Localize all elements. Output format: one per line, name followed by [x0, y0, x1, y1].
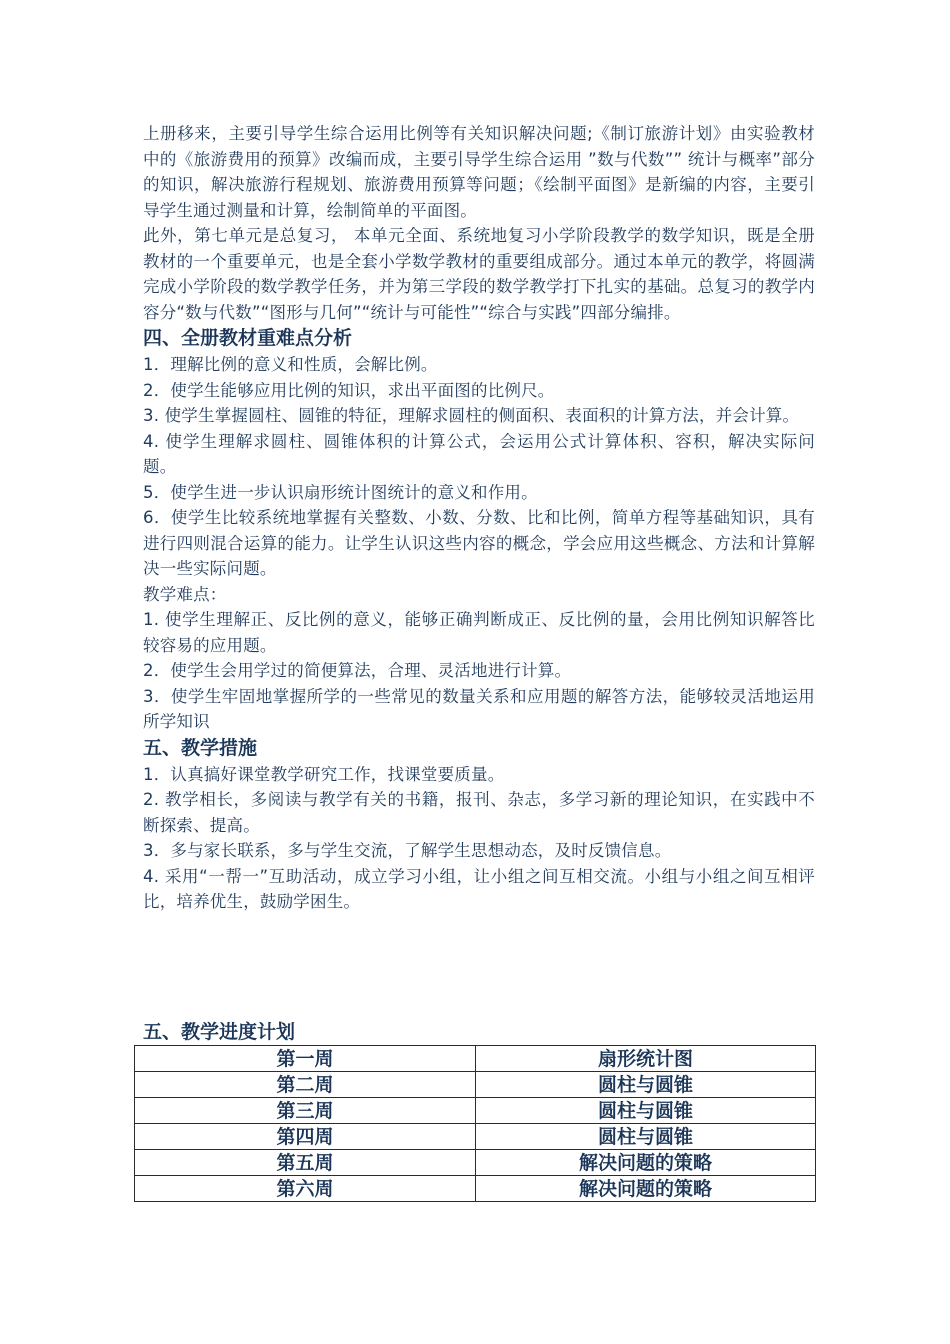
key-point-item: 5．使学生进一步认识扇形统计图统计的意义和作用。	[143, 482, 538, 502]
difficulty-item: 2．使学生会用学过的简便算法，合理、灵活地进行计算。	[143, 661, 572, 680]
document-body	[143, 121, 815, 915]
content-cell: 解决问题的策略	[476, 1176, 816, 1202]
difficulty-label: 教学难点：	[143, 584, 227, 604]
measure-item: 1．认真搞好课堂教学研究工作，找课堂要质量。	[143, 764, 505, 784]
key-point-item: 1．理解比例的意义和性质，会解比例。	[143, 355, 438, 374]
section-heading-key-points: 四、全册教材重难点分析	[143, 327, 353, 349]
week-cell: 第四周	[135, 1124, 476, 1150]
schedule-table	[134, 1045, 816, 1202]
difficulty-item: 1. 使学生理解正、反比例的意义，能够正确判断成正、反比例的量，会用比例知识解答比较容易的应用题。	[143, 610, 815, 655]
content-cell: 扇形统计图	[476, 1046, 816, 1072]
key-point-item: 2．使学生能够应用比例的知识，求出平面图的比例尺。	[143, 380, 555, 400]
measure-item: 2. 教学相长，多阅读与教学有关的书籍，报刊、杂志，多学习新的理论知识，在实践中不断探索、提高。	[143, 790, 815, 835]
intro-paragraph-1: 上册移来，主要引导学生综合运用比例等有关知识解决问题;《制订旅游计划》由实验教材中的《旅游费用的预算》改编而成，主要引导学生综合运用 ”数与代数”” 统计与概率”部分的知识，解决旅游行程规划、旅游费用预算等问题；《绘制平面图》是新编的内容，主要引导学生通过测量和计算，绘制简单的平面图。	[143, 124, 815, 220]
table-row	[135, 1072, 816, 1098]
section-heading-measures: 五、教学措施	[143, 736, 258, 759]
measure-item: 3．多与家长联系，多与学生交流，了解学生思想动态，及时反馈信息。	[143, 841, 672, 860]
measure-item: 4. 采用“一帮一”互助活动，成立学习小组，让小组之间互相交流。小组与小组之间互相评比，培养优生，鼓励学困生。	[143, 866, 815, 911]
table-row	[135, 1046, 816, 1072]
key-point-item: 6．使学生比较系统地掌握有关整数、小数、分数、比和比例，简单方程等基础知识，具有进行四则混合运算的能力。让学生认识这些内容的概念，学会应用这些概念、方法和计算解决一些实际问题。	[143, 508, 815, 578]
table-row	[135, 1098, 816, 1124]
schedule-heading: 五、教学进度计划	[143, 1021, 296, 1043]
week-cell: 第一周	[135, 1046, 476, 1072]
week-cell: 第五周	[135, 1150, 476, 1176]
week-cell: 第六周	[135, 1176, 476, 1202]
content-cell: 解决问题的策略	[476, 1150, 816, 1176]
week-cell: 第二周	[135, 1072, 476, 1098]
week-cell: 第三周	[135, 1098, 476, 1124]
content-cell: 圆柱与圆锥	[476, 1072, 816, 1098]
schedule-heading-wrap	[143, 1019, 295, 1045]
intro-paragraph-2: 此外，第七单元是总复习， 本单元全面、系统地复习小学阶段教学的数学知识，既是全册教材的一个重要单元，也是全套小学数学教材的重要组成部分。通过本单元的教学，将圆满完成小学阶段的数学教学任务，并为第三学段的数学教学打下扎实的基础。总复习的教学内容分“数与代数”“图形与几何”“统计与可能性”“综合与实践”四部分编排。	[143, 226, 815, 322]
content-cell: 圆柱与圆锥	[476, 1098, 816, 1124]
content-cell: 圆柱与圆锥	[476, 1124, 816, 1150]
table-row	[135, 1176, 816, 1202]
key-point-item: 3. 使学生掌握圆柱、圆锥的特征，理解求圆柱的侧面积、表面积的计算方法，并会计算。	[143, 406, 800, 425]
key-point-item: 4. 使学生理解求圆柱、圆锥体积的计算公式，会运用公式计算体积、容积，解决实际问题。	[143, 431, 815, 476]
table-row	[135, 1150, 816, 1176]
difficulty-item: 3．使学生牢固地掌握所学的一些常见的数量关系和应用题的解答方法，能够较灵活地运用所学知识	[143, 686, 815, 731]
table-row	[135, 1124, 816, 1150]
